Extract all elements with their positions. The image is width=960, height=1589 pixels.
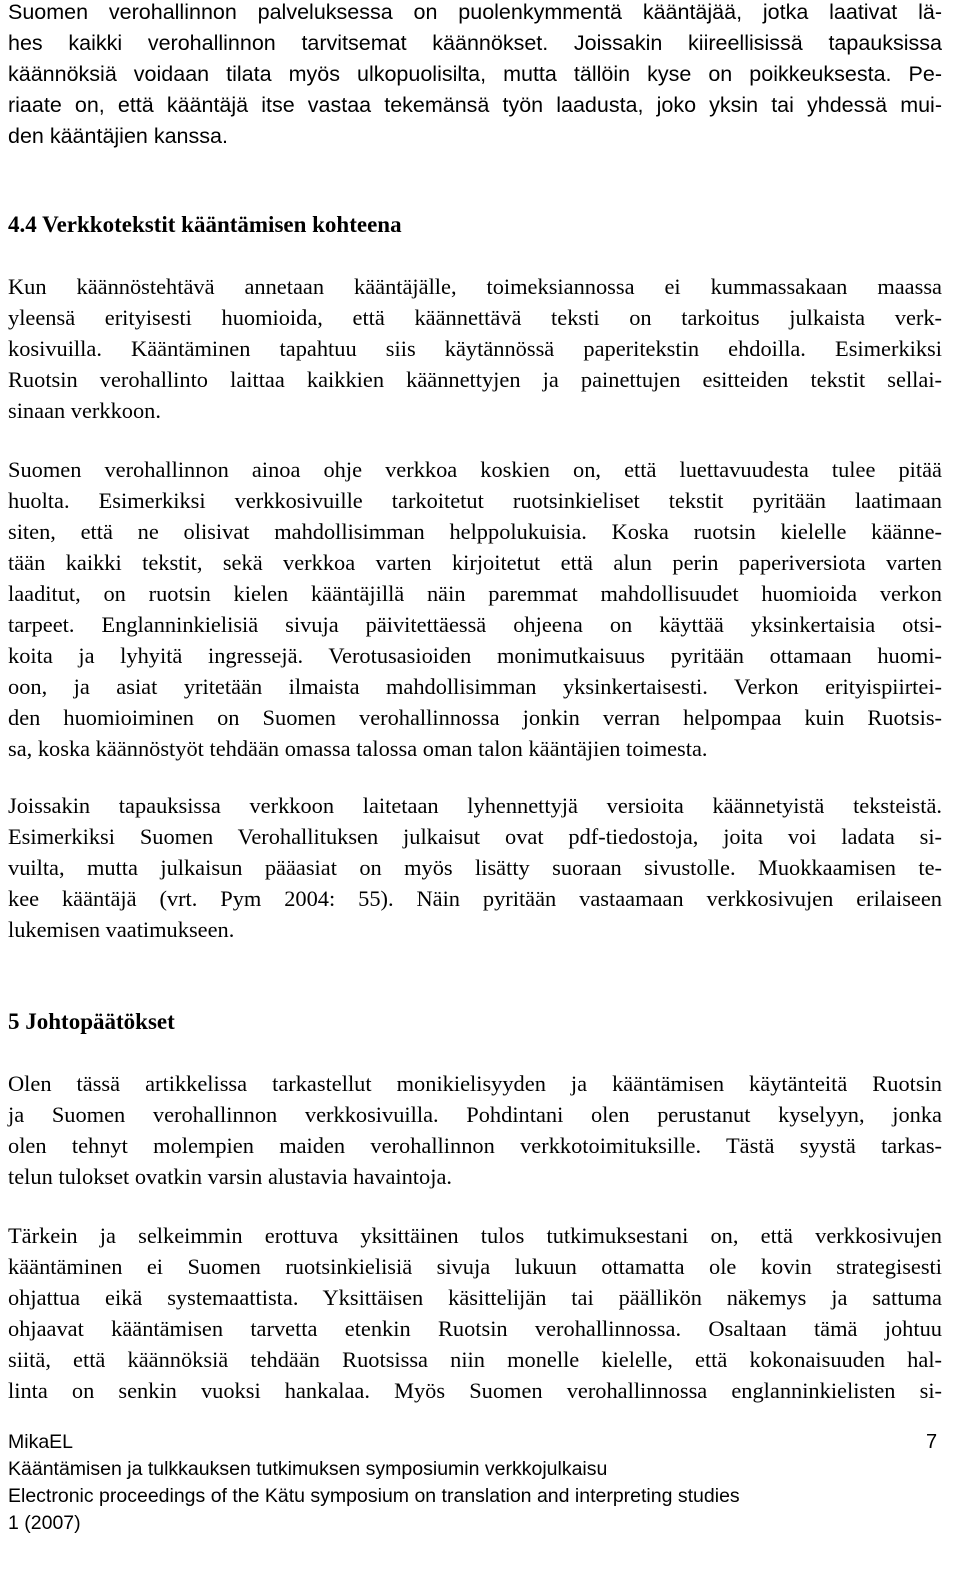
text-line: linta on senkin vuoksi hankalaa. Myös Suomen verohallinnossa englanninkielisten si- bbox=[8, 1378, 942, 1403]
text-line: siitä, että käännöksiä tehdään Ruotsissa niin monelle kielelle, että kokonaisuuden hal- bbox=[8, 1347, 942, 1372]
page-footer bbox=[8, 1429, 740, 1537]
paragraph bbox=[8, 1068, 942, 1192]
footer-title-fi: Kääntämisen ja tulkkauksen tutkimuksen symposiumin verkkojulkaisu bbox=[8, 1458, 608, 1480]
text-line: Suomen verohallinnon ainoa ohje verkkoa koskien on, että luettavuudesta tulee pitää bbox=[8, 457, 942, 482]
text-line: koita ja lyhyitä ingressejä. Verotusasioiden monimutkaisuus pyritään ottamaan huomi- bbox=[8, 643, 942, 668]
text-line: Tärkein ja selkeimmin erottuva yksittäinen tulos tutkimuksestani on, että verkkosivujen bbox=[8, 1223, 942, 1248]
text-line: kääntäminen ei Suomen ruotsinkielisiä sivuja lukuun ottamatta ole kovin strategisesti bbox=[8, 1254, 942, 1279]
text-line: siten, että ne olisivat mahdollisimman helppolukuisia. Koska ruotsin kielelle käänne- bbox=[8, 519, 942, 544]
text-line: huolta. Esimerkiksi verkkosivuille tarkoitetut ruotsinkieliset tekstit pyritään laatimaan bbox=[8, 488, 942, 513]
text-line: telun tulokset ovatkin varsin alustavia havaintoja. bbox=[8, 1164, 452, 1189]
text-line: laaditut, on ruotsin kielen kääntäjillä näin paremmat mahdollisuudet huomioida verkon bbox=[8, 581, 942, 606]
text-line: sinaan verkkoon. bbox=[8, 398, 161, 423]
paragraph bbox=[8, 454, 942, 764]
text-line: käännöksiä voidaan tilata myös ulkopuolisilta, mutta tällöin kyse on poikkeuksesta. Pe- bbox=[8, 62, 942, 86]
text-line: ohjaavat kääntämisen tarvetta etenkin Ruotsin verohallinnossa. Osaltaan tämä johtuu bbox=[8, 1316, 942, 1341]
paragraph bbox=[8, 271, 942, 426]
text-line: ja Suomen verohallinnon verkkosivuilla. Pohdintani olen perustanut kyselyyn, jonka bbox=[8, 1102, 942, 1127]
text-line: Suomen verohallinnon palveluksessa on puolenkymmentä kääntäjää, jotka laativat lä- bbox=[8, 0, 942, 24]
text-line: oon, ja asiat yritetään ilmaista mahdollisimman yksinkertaisesti. Verkon erityispiirtei- bbox=[8, 674, 942, 699]
text-line: tarpeet. Englanninkielisiä sivuja päivitettäessä ohjeena on käyttää yksinkertaisia otsi- bbox=[8, 612, 942, 637]
intro-paragraph bbox=[8, 0, 942, 152]
text-line: riaate on, että kääntäjä itse vastaa tekemänsä työn laadusta, joko yksin tai yhdessä mui- bbox=[8, 93, 942, 117]
footer-publisher: MikaEL bbox=[8, 1431, 74, 1453]
text-line: den huomioiminen on Suomen verohallinnossa jonkin verran helpompaa kuin Ruotsis- bbox=[8, 705, 942, 730]
text-line: den kääntäjien kanssa. bbox=[8, 124, 228, 148]
text-line: Ruotsin verohallinto laittaa kaikkien käännettyjen ja painettujen esitteiden tekstit sellai- bbox=[8, 367, 942, 392]
page-number: 7 bbox=[926, 1431, 938, 1453]
section-heading-4-4: 4.4 Verkkotekstit kääntämisen kohteena bbox=[8, 212, 402, 237]
text-line: sa, koska käännöstyöt tehdään omassa talossa oman talon kääntäjien toimesta. bbox=[8, 736, 708, 761]
text-line: Joissakin tapauksissa verkkoon laitetaan lyhennettyjä versioita käännetyistä teksteistä. bbox=[8, 793, 942, 818]
footer-issue: 1 (2007) bbox=[8, 1512, 81, 1534]
text-line: yleensä erityisesti huomioida, että käännettävä teksti on tarkoitus julkaista verk- bbox=[8, 305, 942, 330]
text-line: Kun käännöstehtävä annetaan kääntäjälle, toimeksiannossa ei kummassakaan maassa bbox=[8, 274, 942, 299]
text-line: Olen tässä artikkelissa tarkastellut monikielisyyden ja kääntämisen käytänteitä Ruotsin bbox=[8, 1071, 942, 1096]
paragraph bbox=[8, 1220, 942, 1406]
text-line: vuilta, mutta julkaisun pääasiat on myös lisätty suoraan sivustolle. Muokkaamisen te- bbox=[8, 855, 942, 880]
text-line: kee kääntäjä (vrt. Pym 2004: 55). Näin pyritään vastaamaan verkkosivujen erilaiseen bbox=[8, 886, 942, 911]
footer-title-en: Electronic proceedings of the Kätu symposium on translation and interpreting studies bbox=[8, 1485, 740, 1507]
text-line: ohjattua eikä systemaattista. Yksittäisen käsittelijän tai päällikön näkemys ja sattuma bbox=[8, 1285, 942, 1310]
text-line: hes kaikki verohallinnon tarvitsemat käännökset. Joissakin kiireellisissä tapauksissa bbox=[8, 31, 942, 55]
text-line: lukemisen vaatimukseen. bbox=[8, 917, 235, 942]
text-line: olen tehnyt molempien maiden verohallinnon verkkotoimituksille. Tästä syystä tarkas- bbox=[8, 1133, 942, 1158]
text-line: Esimerkiksi Suomen Verohallituksen julkaisut ovat pdf-tiedostoja, joita voi ladata si- bbox=[8, 824, 942, 849]
text-line: tään kaikki tekstit, sekä verkkoa varten kirjoitetut että alun perin paperiversiota varten bbox=[8, 550, 942, 575]
section-heading-5: 5 Johtopäätökset bbox=[8, 1009, 175, 1034]
paragraph bbox=[8, 790, 942, 945]
text-line: kosivuilla. Kääntäminen tapahtuu siis käytännössä paperitekstin ehdoilla. Esimerkiksi bbox=[8, 336, 942, 361]
